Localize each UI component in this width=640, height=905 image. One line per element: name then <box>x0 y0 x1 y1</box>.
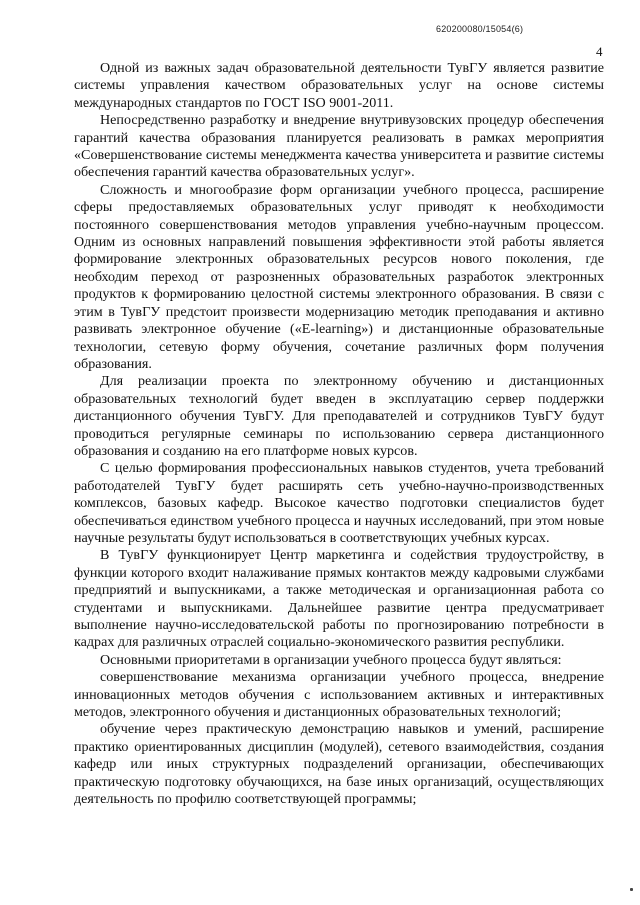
paragraph-priority-innovation: совершенствование механизма организации учебного процесса, внедрение инновационных методов обучения с использованием активных и интерактивных методов, электронного обучения и дистанционных образовательных технологий; <box>74 669 604 721</box>
scan-speck <box>630 888 633 891</box>
paragraph-distance-server: Для реализации проекта по электронному обучению и дистанционных образовательных технологий будет введен в эксплуатацию сервер поддержки дистанционного обучения ТувГУ. Для преподавателей и сотрудников ТувГУ будут проводиться регулярные семинары по использованию сервера дистанционного образования и созданию на его платформе новых курсов. <box>74 373 604 459</box>
paragraph-priorities-intro: Основными приоритетами в организации учебного процесса будут являться: <box>100 651 562 668</box>
paragraph-quality-management: Одной из важных задач образовательной деятельности ТувГУ является развитие системы управления качеством образовательных услуг на основе системы международных стандартов по ГОСТ ISO 9001-2011. <box>74 60 604 111</box>
paragraph-quality-assurance: Непосредственно разработку и внедрение внутривузовских процедур обеспечения гарантий качества образования планируется реализовать в рамках мероприятия «Совершенствование системы менеджмента качества университета и развитие системы обеспечения гарантий качества образовательных услуг». <box>74 112 604 181</box>
page-number: 4 <box>596 44 603 59</box>
paragraph-priority-practice: обучение через практическую демонстрацию навыков и умений, расширение практико ориентированных дисциплин (модулей), сетевого взаимодействия, создания кафедр или иных структурных подразделений организации, обеспечивающих практическую подготовку обучающихся, на базе иных организаций, осуществляющих деятельность по профилю соответствующей программы; <box>74 721 604 808</box>
body-text <box>74 60 604 808</box>
paragraph-professional-skills: С целью формирования профессиональных навыков студентов, учета требований работодателей ТувГУ будет расширять сеть учебно-научно-производственных комплексов, базовых кафедр. Высокое качество подготовки специалистов будет обеспечиваться единством учебного процесса и научных исследований, при этом новые научные результаты будут использоваться в соответствующих учебных курсах. <box>74 460 604 546</box>
document-code: 620200080/15054(6) <box>436 24 524 34</box>
paragraph-e-learning: Сложность и многообразие форм организации учебного процесса, расширение сферы предоставляемых образовательных услуг приводят к необходимости постоянного совершенствования методов управления учебно-научным процессом. Одним из основных направлений повышения эффективности этой работы является формирование электронных образовательных ресурсов нового поколения, где необходим переход от разрозненных образовательных разработок электронных продуктов к формированию целостной системы электронного образования. В связи с этим в ТувГУ предстоит произвести модернизацию методик преподавания и активно развивать электронное обучение («E-learning») и дистанционные образовательные технологии, сетевую форму обучения, сочетание различных форм получения образования. <box>74 181 604 372</box>
paragraph-career-center: В ТувГУ функционирует Центр маркетинга и содействия трудоустройству, в функции которого входит налаживание прямых контактов между кадровыми службами предприятий и выпускниками, а также методическая и организационная работа со студентами и выпускниками. Дальнейшее развитие центра предусматривает выполнение научно-исследовательской работы по прогнозированию потребности в кадрах для различных отраслей социально-экономического развития республики. <box>74 547 604 651</box>
